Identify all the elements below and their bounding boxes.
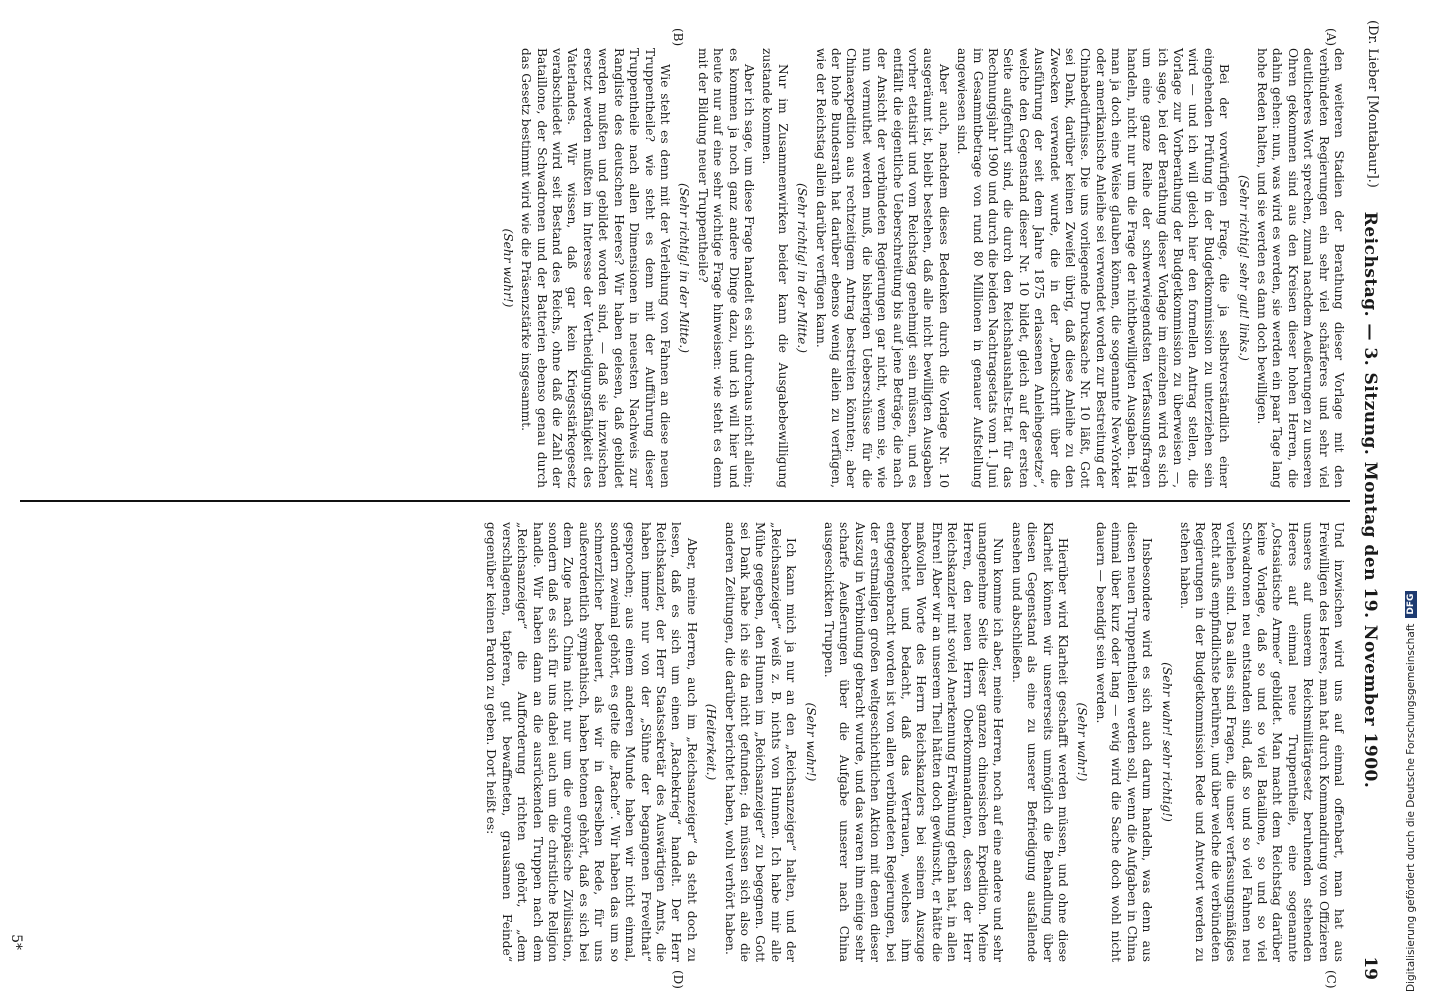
margin-marker-a: (A) [1324,28,1338,47]
interjection: (Sehr richtig! in der Mitte.) [677,183,692,353]
margin-marker-d: (D) [671,970,685,989]
paragraph: Aber, meine Herren, auch im „Reichsanzeiger“ da steht doch zu lesen, daß es sich um einen „Rachekrieg“ handelt. Der Herr Reichskanzler, der Herr Staatssekretär des Auswärtigen Amts, die haben immer nur von der „Sühne der begangenen Frevelthat“ gesprochen; aus einem anderen Munde haben wir nicht einmal, sondern zweimal gehört, es gelte die „Rache“. Wir haben das um so schmerzlicher bedauert, als wir in derselben Rede, für uns außerordentlich sympathisch, haben betonen gehört, daß es sich bei dem Zuge nach China nicht nur um die europäische Zivilisation, sondern daß es sich für uns dabei auch um die christliche Religion handle. Wir haben dann an die ausrückenden Truppen nach dem „Reichsanzeiger“ die Aufforderung richten gehört, „dem verschlagenen, tapferen, gut bewaffneten, grausamen Feinde“ gegenüber keinen Pardon zu geben. Dort heißt es: [484,522,699,962]
paragraph: Insbesondere wird es sich auch darum handeln, was denn aus diesen neuen Truppentheilen werden soll, wenn die Aufgaben in China einmal über kurz oder lang — ewig wird die Sache doch wohl nicht dauern — beendigt sein werden. [1093,522,1155,962]
interjection: (Sehr wahr! sehr richtig!) [1159,662,1174,822]
interjection: (Sehr wahr!) [1075,702,1090,782]
paragraph: Nun komme ich aber, meine Herren, noch auf eine andere und sehr unangenehme Seite dieser ganzen chinesischen Expedition. Meine Herren, den neuen Herrn Oberkommandanten, dessen der Herr Reichskanzler mit soviel Anerkennung Erwähnung gethan hat, in allen Ehren! Aber wir an unserem Theil hätten doch gewünscht, er hätte die maßvollen Worte des Herrn Reichskanzlers bei seinem Auszuge beobachtet und bedacht, daß das Vertrauen, welches ihm entgegengebracht worden ist von allen verbündeten Regierungen, bei der erstmaligen großen weltgeschichtlichen Aktion mit denen dieser Auszug in Verbindung gebracht wurde, und das waren ihm einige sehr scharfe Aeußerungen über die Aufgabe unserer nach China ausgeschickten Truppen. [822,522,1006,962]
paragraph: Nur im Zusammenwirken beider kann die Ausgabebewilligung zustande kommen. [760,48,790,488]
paragraph: Bei der vorwürfigen Frage, die ja selbstverständlich einer eingehenden Prüfung in der Budgetkommission zu unterziehen sein wird — und ich will gleich hier den formellen Antrag stellen, die Vorlage zur Vorberathung der Budgetkommission zu überweisen —, ich sage, bei der Berathung dieser Vorlage im einzelnen wird es sich um eine ganze Reihe der schwerwiegendsten Verfassungsfragen handeln, nicht nur um die Frage der nichtbewilligten Ausgaben. Hat man ja doch eine Weise glauben können, die sogenannte New-Yorker oder amerikanische Anleihe sei verwendet worden zur Bestreitung der Chinabedürfnisse. Die uns vorliegende Drucksache Nr. 10 läßt, Gott sei Dank, darüber keinen Zweifel übrig, daß diese Anleihe zu den Zwecken verwendet wurde, die in der „Denkschrift über die Ausführung der seit dem Jahre 1875 erlassenen Anleihegesetze“, welche den Gegenstand dieser Nr. 10 bildet, gleich auf der ersten Seite aufgeführt sind, die durch den Reichshaushalts-Etat für das Rechnungsjahr 1900 und durch die beiden Nachtragsetats vom 1. Juni im Gesammtbetrage von rund 80 Millionen in genauer Aufstellung angewiesen sind. [955,48,1232,488]
credit-text: Digitalisierung gefördert durch die Deutsche Forschungsgemeinschaft [1405,623,1417,992]
paragraph: Wie steht es denn mit der Verleihung von Fahnen an diese neuen Truppentheile? wie steht es denn mit der Aufführung dieser Truppentheile nach allen Dimensionen in neuesten Nachweis zur Rangliste des deutschen Heeres? Wir haben gelesen, daß gebildet werden mußten und gebildet worden sind, — daß sie inzwischen ersetzt werden mußten im Interesse der Vertheidigungsfähigkeit des Vaterlandes. Wir wissen, daß gar kein Kriegsstärkegesetz verabschiedet wird seit Bestand des Reichs, ohne daß die Zahl der Bataillone, der Schwadronen und der Batterien ebenso genau durch das Gesetz bestimmt wird wie die Präsenzstärke insgesammt. [519,48,672,488]
paragraph: Und inzwischen wird uns auf einmal offenbart, man hat aus Freiwilligen des Heeres, man hat durch Kommandirung von Offizieren unseres auf unserem Reichsmilitärgesetz beruhenden stehenden Heeres auf einmal neue Truppentheile, eine sogenannte „Ostasiatische Armee“ gebildet. Man macht dem Reichstag darüber keine Vorlage, daß so und so viel Bataillone, so und so viel Schwadronen neu entstanden sind, daß so und so viel Fahnen neu verliehen sind. Das alles sind Fragen, die unser verfassungsmäßiges Recht aufs empfindlichste berühren, und über welche die verbündeten Regierungen in der Budgetkommission Rede und Antwort werden zu stehen haben. [1177,522,1346,962]
margin-marker-b: (B) [671,28,685,47]
dfg-logo-icon: DFG [1405,591,1417,618]
page-header [1354,20,1380,980]
column-divider [20,500,1350,502]
paragraph: Aber auch, nachdem dieses Bedenken durch die Vorlage Nr. 10 ausgeräumt ist, bleibt bestehen, daß alle nicht bewilligten Ausgaben vorher etatisirt und vom Reichstag genehmigt sein müssen, und es entfällt die eigentliche Ueberschreitung bis auf jene Beträge, die nach der Ansicht der verbündeten Regierungen gar nicht, wenn sie, wie nun vermuthet werden muß, die bisherigen Ueberschüsse für die Chinaexpedition aus rechtzeitigem Antrag bestreiten könnten; aber der hohe Bundesrath hat darüber ebenso wenig allein zu verfügen, wie der Reichstag allein darüber verfügen kann. [813,48,951,488]
digitization-credit [1405,591,1417,992]
interjection: (Sehr richtig! sehr gut! links.) [1236,175,1251,361]
page-signature: 5* [8,934,24,950]
paragraph: Ich kann mich ja nur an den „Reichsanzeiger“ halten, und der „Reichsanzeiger“ weiß z. B. nichts von Hunnen. Ich habe mir alle Mühe gegeben, den Hunnen im „Reichsanzeiger“ zu begegnen. Gott sei Dank habe ich sie da nicht gefunden; da müssen sich also die anderen Zeitungen, die darüber berichtet haben, wohl verhört haben. [722,522,799,962]
interjection: (Heiterkeit.) [704,703,719,781]
interjection: (Sehr wahr!) [500,228,515,308]
interjection: (Sehr richtig! in der Mitte.) [795,183,810,353]
paragraph: Aber ich sage, um diese Frage handelt es sich durchaus nicht allein; es kommen ja noch ganz andere Dinge dazu, und ich will hier und heute nur auf eine sehr wichtige Frage hinweisen: wie steht es denn mit der Bildung neuer Truppentheile? [695,48,756,488]
speaker-label: (Dr. Lieber [Montabaur].) [1365,20,1380,188]
page-number: 19 [1360,956,1380,980]
page-title: Reichstag. — 3. Sitzung. Montag den 19. November 1900. [1360,211,1380,789]
margin-marker-c: (C) [1324,970,1338,989]
paragraph: Hierüber wird Klarheit geschafft werden müssen, und ohne diese Klarheit können wir unsererseits unmöglich die Behandlung über diesen Gegenstand als eine zu unserer Befriedigung ausfallende ansehen und abschließen. [1009,522,1071,962]
paragraph: den weiteren Stadien der Berathung dieser Vorlage mit den verbündeten Regierungen ein sehr viel schärferes und sehr viel deutlicheres Wort sprechen, zumal nachdem Aeußerungen zu unseren Ohren gekommen sind aus den Kreisen dieser hohen Herren, die dahin gehen: nun, was wird es werden, sie werden ein paar Tage lang hohe Reden halten, und sie werden es dann doch bewilligen. [1254,48,1346,488]
interjection: (Sehr wahr!) [803,702,818,782]
right-column [480,522,1346,962]
left-column [495,48,1346,488]
